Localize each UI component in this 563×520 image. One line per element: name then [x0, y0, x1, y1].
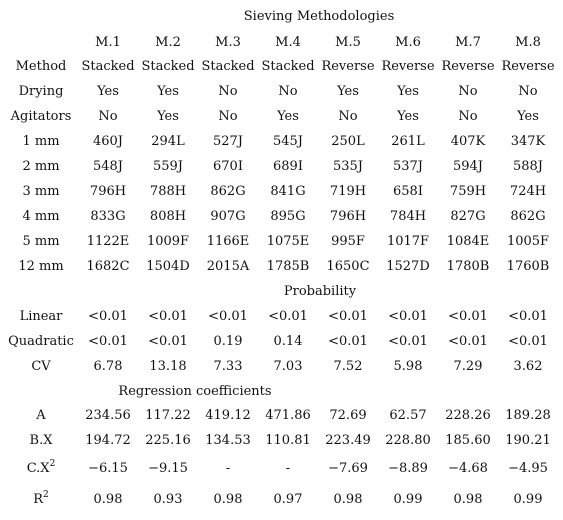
table-cell: 1166E [206, 234, 250, 249]
table-cell: 72.69 [329, 408, 367, 423]
table-cell: <0.01 [508, 334, 548, 349]
table-cell: 1084E [446, 234, 490, 249]
table-cell: 559J [152, 159, 184, 174]
table-cell: 228.80 [385, 433, 431, 448]
table-cell: <0.01 [508, 309, 548, 324]
table-cell: 895G [270, 209, 306, 224]
table-cell: 724H [509, 184, 547, 199]
column-header: M.7 [455, 35, 481, 50]
table-cell: <0.01 [88, 334, 128, 349]
table-cell: <0.01 [88, 309, 128, 324]
column-header: M.8 [515, 35, 541, 50]
table-cell: 689I [273, 159, 303, 174]
table-cell: 223.49 [325, 433, 371, 448]
table-cell: 1760B [506, 259, 550, 274]
table-cell: 784H [389, 209, 427, 224]
table-cell: 1017F [386, 234, 430, 249]
table-cell: 841G [270, 184, 306, 199]
table-cell: <0.01 [328, 334, 368, 349]
row-label-text: 2 mm [22, 159, 60, 174]
table-cell: −8.89 [388, 461, 428, 476]
table-cell: −6.15 [88, 461, 128, 476]
table-cell: Stacked [141, 59, 195, 74]
table-cell: Reverse [321, 59, 375, 74]
row-label [0, 259, 82, 275]
row-label [0, 492, 82, 509]
table-cell: 62.57 [389, 408, 427, 423]
table-cell: 545J [272, 134, 304, 149]
row-label-text: R [33, 492, 44, 507]
table-title: Sieving Methodologies [243, 9, 395, 24]
table-cell: 537J [392, 159, 424, 174]
row-label-text: A [36, 408, 46, 423]
table-cell: 658I [393, 184, 423, 199]
row-label [0, 134, 82, 150]
table-cell: 7.03 [273, 359, 303, 374]
table-cell: <0.01 [448, 334, 488, 349]
column-header: M.6 [395, 35, 421, 50]
column-header: M.5 [335, 35, 361, 50]
table-cell: 1785B [266, 259, 310, 274]
probability-heading: Probability [283, 284, 357, 299]
table-cell: 808H [149, 209, 187, 224]
table-cell: 250L [331, 134, 365, 149]
row-label-text: 12 mm [18, 259, 64, 274]
row-label [0, 359, 82, 375]
table-cell: Yes [277, 109, 299, 124]
regression-heading: Regression coefficients [118, 384, 272, 399]
table-cell: No [98, 109, 118, 124]
row-label-text: Agitators [10, 109, 72, 124]
table-cell: 0.98 [213, 492, 243, 507]
table-cell: 7.33 [213, 359, 243, 374]
table-cell: 548J [92, 159, 124, 174]
row-label-text: 1 mm [22, 134, 60, 149]
table-cell: 588J [512, 159, 544, 174]
table-cell: <0.01 [388, 309, 428, 324]
table-cell: 0.14 [273, 334, 303, 349]
table-cell: 194.72 [85, 433, 131, 448]
table-cell: <0.01 [328, 309, 368, 324]
table-cell: 261L [391, 134, 425, 149]
table-cell: 117.22 [145, 408, 191, 423]
row-label-text: B.X [29, 433, 53, 448]
table-cell: 134.53 [205, 433, 251, 448]
table-cell: 796H [329, 209, 367, 224]
row-label [0, 461, 82, 478]
table-cell: Reverse [441, 59, 495, 74]
table-cell: No [338, 109, 358, 124]
row-label [0, 209, 82, 225]
column-header: M.4 [275, 35, 301, 50]
table-cell: Yes [397, 109, 419, 124]
table-cell: 419.12 [205, 408, 251, 423]
row-label [0, 433, 82, 449]
row-label [0, 234, 82, 250]
table-cell: 0.98 [333, 492, 363, 507]
table-cell: 471.86 [265, 408, 311, 423]
table-cell: 7.29 [453, 359, 483, 374]
row-label-text: Linear [19, 309, 63, 324]
table-cell: 6.78 [93, 359, 123, 374]
table-cell: Reverse [501, 59, 555, 74]
table-cell: Stacked [81, 59, 135, 74]
table-cell: 0.98 [93, 492, 123, 507]
table-cell: Reverse [381, 59, 435, 74]
table-cell: 670I [213, 159, 243, 174]
table-cell: <0.01 [448, 309, 488, 324]
row-label-text: 3 mm [22, 184, 60, 199]
table-cell: 1504D [146, 259, 190, 274]
table-cell: 1780B [446, 259, 490, 274]
table-cell: 995F [331, 234, 365, 249]
table-cell: 907G [210, 209, 246, 224]
table-cell: 535J [332, 159, 364, 174]
table-cell: 0.99 [393, 492, 423, 507]
table-cell: 833G [90, 209, 126, 224]
table-cell: <0.01 [148, 309, 188, 324]
row-label-text: Drying [18, 84, 64, 99]
table-cell: 110.81 [265, 433, 311, 448]
table-cell: 1527D [386, 259, 430, 274]
row-label [0, 309, 82, 325]
table-cell: - [285, 461, 291, 476]
column-header: M.1 [95, 35, 121, 50]
table-cell: 5.98 [393, 359, 423, 374]
table-cell: 225.16 [145, 433, 191, 448]
table-cell: Yes [157, 109, 179, 124]
table-cell: 407K [450, 134, 486, 149]
table-cell: 1009F [146, 234, 190, 249]
column-header: M.2 [155, 35, 181, 50]
table-cell: 190.21 [505, 433, 551, 448]
table-cell: 228.26 [445, 408, 491, 423]
table-cell: 460J [92, 134, 124, 149]
table-cell: 827G [450, 209, 486, 224]
row-label-text: Quadratic [8, 334, 74, 349]
table-cell: 1075E [266, 234, 310, 249]
table-cell: −4.95 [508, 461, 548, 476]
table-cell: 0.99 [513, 492, 543, 507]
table-cell: Stacked [261, 59, 315, 74]
table-cell: <0.01 [388, 334, 428, 349]
table-cell: 1005F [506, 234, 550, 249]
row-label [0, 109, 82, 125]
table-cell: 3.62 [513, 359, 543, 374]
table-cell: 2015A [206, 259, 250, 274]
table-cell: Yes [157, 84, 179, 99]
table-cell: 234.56 [85, 408, 131, 423]
table-cell: 7.52 [333, 359, 363, 374]
row-label-superscript: 2 [43, 490, 49, 500]
table-cell: 796H [89, 184, 127, 199]
table-cell: 1682C [86, 259, 130, 274]
table-cell: 0.19 [213, 334, 243, 349]
row-label [0, 408, 82, 424]
table-cell: <0.01 [208, 309, 248, 324]
table-cell: 594J [452, 159, 484, 174]
table-cell: 1650C [326, 259, 370, 274]
table-cell: Yes [517, 109, 539, 124]
table-cell: 0.93 [153, 492, 183, 507]
row-label [0, 334, 82, 350]
table-cell: Yes [97, 84, 119, 99]
row-label-text: 4 mm [22, 209, 60, 224]
row-label [0, 84, 82, 100]
table-cell: 862G [510, 209, 546, 224]
table-cell: 0.97 [273, 492, 303, 507]
table-cell: 347K [510, 134, 546, 149]
table-cell: No [218, 109, 238, 124]
table-cell: 189.28 [505, 408, 551, 423]
row-label-text: Method [15, 59, 67, 74]
table-cell: 0.98 [453, 492, 483, 507]
table-cell: <0.01 [268, 309, 308, 324]
table-cell: Yes [397, 84, 419, 99]
table-cell: 788H [149, 184, 187, 199]
table-cell: −9.15 [148, 461, 188, 476]
table-cell: 294L [151, 134, 185, 149]
table-cell: 185.60 [445, 433, 491, 448]
table-cell: 13.18 [149, 359, 187, 374]
table-cell: No [278, 84, 298, 99]
table-cell: No [218, 84, 238, 99]
table-cell: Yes [337, 84, 359, 99]
table-cell: No [458, 84, 478, 99]
table-cell: 759H [449, 184, 487, 199]
row-label [0, 59, 82, 75]
table-cell: 527J [212, 134, 244, 149]
table-cell: 862G [210, 184, 246, 199]
row-label-text: 5 mm [22, 234, 60, 249]
table-cell: - [225, 461, 231, 476]
row-label-superscript: 2 [49, 459, 56, 469]
table-cell: Stacked [201, 59, 255, 74]
row-label-text: CV [31, 359, 51, 374]
table-cell: −4.68 [448, 461, 488, 476]
table-cell: 1122E [86, 234, 130, 249]
table-cell: No [518, 84, 538, 99]
table-cell: <0.01 [148, 334, 188, 349]
row-label [0, 159, 82, 175]
row-label-text: C.X [26, 461, 50, 476]
table-cell: 719H [329, 184, 367, 199]
column-header: M.3 [215, 35, 241, 50]
table-cell: No [458, 109, 478, 124]
table-cell: −7.69 [328, 461, 368, 476]
row-label [0, 184, 82, 200]
